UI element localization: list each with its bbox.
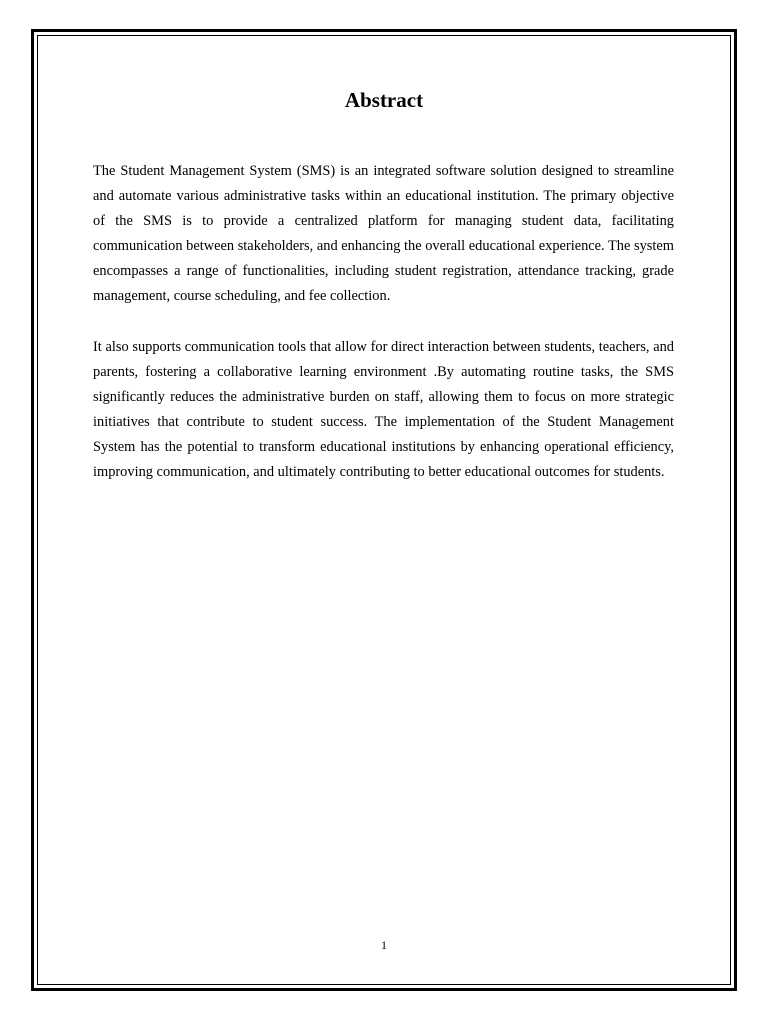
page-title: Abstract	[344, 88, 424, 112]
abstract-paragraph-2: It also supports communication tools that allow for direct interaction between students, teachers, and parents, fostering a collaborative learning environment .By automating routine tasks, the SMS significantly reduces the administrative burden on staff, allowing them to focus on more strategic initiatives that contribute to student success. The implementation of the Student Management System has the potential to transform educational institutions by enhancing operational efficiency, improving communication, and ultimately contributing to better educational outcomes for students.	[93, 339, 674, 481]
abstract-paragraph-1: The Student Management System (SMS) is an integrated software solution designed to streamline and automate various administrative tasks within an educational institution. The primary objective of the SMS is to provide a centralized platform for managing student data, facilitating communication between stakeholders, and enhancing the overall educational experience. The system encompasses a range of functionalities, including student registration, attendance tracking, grade management, course scheduling, and fee collection.	[93, 163, 674, 305]
page-number: 1	[381, 938, 387, 952]
